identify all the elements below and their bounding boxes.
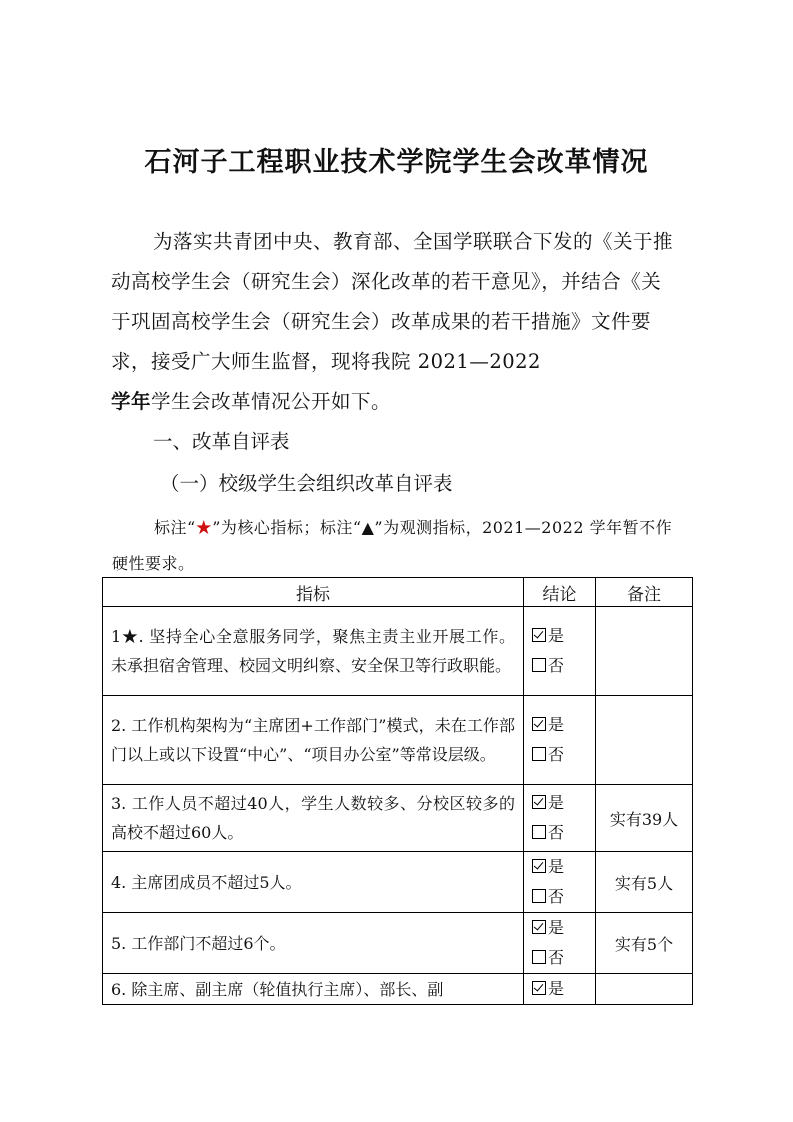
observe-triangle-icon: ▲	[361, 518, 375, 537]
conclusion-cell	[524, 696, 596, 785]
checkbox-label: 是	[548, 979, 565, 998]
conclusion-cell	[524, 974, 596, 1005]
yes-checkbox[interactable]	[532, 621, 595, 651]
legend-text: ”为观测指标，2021—2022 学年暂不作硬性要求。	[112, 518, 673, 573]
conclusion-cell	[524, 607, 596, 696]
checkbox-label: 是	[548, 715, 565, 734]
table-row	[103, 785, 693, 852]
conclusion-cell	[524, 852, 596, 913]
section-heading-1: 一、改革自评表	[153, 430, 290, 453]
checkbox-label: 否	[548, 656, 565, 675]
indicator-cell: 1★. 坚持全心全意服务同学，聚焦主责主业开展工作。未承担宿舍管理、校园文明纠察、安全保卫等行政职能。	[103, 607, 524, 696]
checkbox-label: 是	[548, 626, 565, 645]
indicator-cell: 5. 工作部门不超过6个。	[103, 913, 524, 974]
remark-cell: 实有5个	[596, 913, 693, 974]
unchecked-box-icon[interactable]	[532, 825, 546, 839]
remark-cell: 实有5人	[596, 852, 693, 913]
yes-checkbox[interactable]	[532, 710, 595, 740]
yes-checkbox[interactable]	[532, 974, 595, 1004]
checked-box-icon[interactable]	[532, 859, 546, 873]
checked-box-icon[interactable]	[532, 795, 546, 809]
table-row	[103, 696, 693, 785]
checkbox-label: 否	[548, 823, 565, 842]
legend-text: ”为核心指标；标注“	[212, 518, 362, 537]
checked-box-icon[interactable]	[532, 920, 546, 934]
intro-bold-year: 学年	[111, 390, 152, 413]
checked-box-icon[interactable]	[532, 717, 546, 731]
header-remark: 备注	[596, 578, 693, 607]
no-checkbox[interactable]	[532, 882, 595, 912]
no-checkbox[interactable]	[532, 818, 595, 848]
intro-tail: 学生会改革情况公开如下。	[151, 390, 392, 413]
checkbox-label: 是	[548, 857, 565, 876]
checkbox-label: 否	[548, 887, 565, 906]
yes-checkbox[interactable]	[532, 788, 595, 818]
self-evaluation-table	[102, 577, 693, 1005]
page-title: 石河子工程职业技术学院学生会改革情况	[144, 147, 649, 178]
unchecked-box-icon[interactable]	[532, 950, 546, 964]
intro-paragraph	[111, 222, 675, 422]
indicator-cell: 4. 主席团成员不超过5人。	[103, 852, 524, 913]
no-checkbox[interactable]	[532, 740, 595, 770]
checkbox-label: 是	[548, 918, 565, 937]
core-star-icon: ★	[195, 518, 213, 537]
checkbox-label: 否	[548, 948, 565, 967]
indicator-cell: 6. 除主席、副主席（轮值执行主席）、部长、副	[103, 974, 524, 1005]
yes-checkbox[interactable]	[532, 852, 595, 882]
unchecked-box-icon[interactable]	[532, 747, 546, 761]
table-row	[103, 974, 693, 1005]
checked-box-icon[interactable]	[532, 981, 546, 995]
indicator-cell: 2. 工作机构架构为“主席团+工作部门”模式，未在工作部门以上或以下设置“中心”、“项目办公室”等常设层级。	[103, 696, 524, 785]
remark-cell	[596, 607, 693, 696]
remark-cell: 实有39人	[596, 785, 693, 852]
unchecked-box-icon[interactable]	[532, 889, 546, 903]
header-indicator: 指标	[103, 578, 524, 607]
remark-cell	[596, 696, 693, 785]
no-checkbox[interactable]	[532, 943, 595, 973]
header-conclusion: 结论	[524, 578, 596, 607]
checked-box-icon[interactable]	[532, 628, 546, 642]
conclusion-cell	[524, 785, 596, 852]
legend-text: 标注“	[154, 518, 196, 537]
intro-text: 为落实共青团中央、教育部、全国学联联合下发的《关于推动高校学生会（研究生会）深化改革的若干意见》，并结合《关于巩固高校学生会（研究生会）改革成果的若干措施》文件要求，接受广大师生监督，现将我院 2021—2022	[111, 230, 674, 373]
section-heading-1-1: （一）校级学生会组织改革自评表	[160, 472, 453, 495]
table-header-row	[103, 578, 693, 607]
table-row	[103, 852, 693, 913]
table-row	[103, 913, 693, 974]
legend-note	[112, 510, 682, 582]
conclusion-cell	[524, 913, 596, 974]
unchecked-box-icon[interactable]	[532, 658, 546, 672]
remark-cell	[596, 974, 693, 1005]
indicator-cell: 3. 工作人员不超过40人，学生人数较多、分校区较多的高校不超过60人。	[103, 785, 524, 852]
table-row	[103, 607, 693, 696]
yes-checkbox[interactable]	[532, 913, 595, 943]
checkbox-label: 是	[548, 793, 565, 812]
checkbox-label: 否	[548, 745, 565, 764]
no-checkbox[interactable]	[532, 651, 595, 681]
